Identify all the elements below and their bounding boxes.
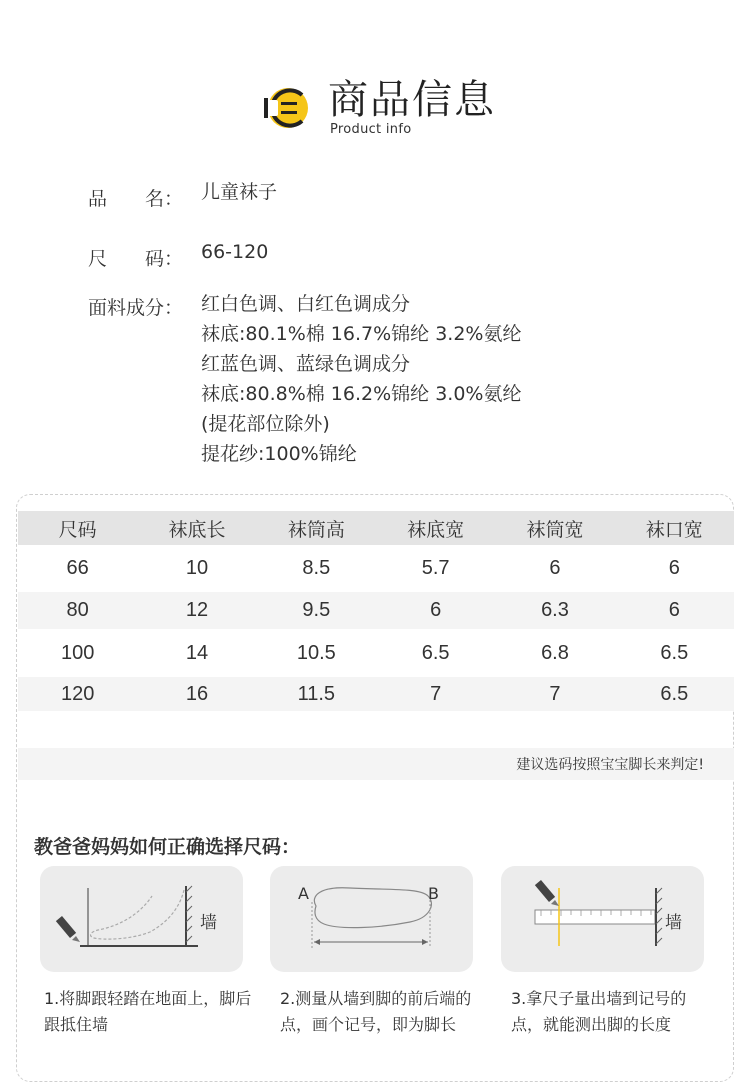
table-cell: 120: [60, 682, 95, 705]
table-cell: 6.3: [541, 599, 569, 621]
header-cell: 袜底宽: [407, 518, 465, 541]
table-cell: 6: [430, 599, 442, 621]
table-cell: 66: [66, 557, 89, 579]
table-cell: 100: [60, 641, 95, 664]
point-b-label: B: [428, 884, 439, 903]
info-value-material: 红白色调、白红色调成分 袜底:80.1%棉 16.7%锦纶 3.2%氨纶 红蓝色调、蓝绿色调成分 袜底:80.8%棉 16.2%锦纶 3.0%氨纶 (提花部位除外) 提花纱:100%锦纶: [201, 293, 522, 465]
header-cell: 尺码: [58, 518, 97, 541]
table-cell: 10.5: [296, 641, 336, 664]
table-cell: 9.5: [302, 599, 331, 621]
table-cell: 80: [66, 599, 89, 621]
info-value-name: 儿童袜子: [201, 181, 278, 203]
pencil-icon: [535, 880, 559, 906]
point-a-label: A: [298, 884, 309, 903]
table-cell: 8.5: [302, 557, 331, 579]
header-cell: 袜底长: [168, 518, 226, 541]
info-label-name: 品 名：: [88, 188, 184, 210]
info-value-size: 66-120: [201, 241, 269, 263]
table-cell: 6: [668, 557, 680, 579]
guide-step-3: 3.拿尺子量出墙到记号的点，就能测出脚的长度: [511, 989, 687, 1034]
pencil-icon: [56, 916, 80, 942]
table-cell: 6.8: [541, 641, 569, 664]
wall-label: 墙: [665, 913, 682, 933]
header-cell: 袜口宽: [645, 518, 703, 541]
wall-label: 墙: [200, 913, 217, 933]
table-header: [18, 511, 734, 545]
info-label-material: 面料成分：: [88, 297, 184, 319]
document-icon: [262, 86, 314, 130]
table-cell: 6: [668, 599, 680, 621]
info-label-size: 尺 码：: [88, 248, 184, 270]
header-cell: 袜筒宽: [526, 518, 584, 541]
table-cell: 7: [549, 682, 561, 705]
table-row: [18, 677, 734, 711]
table-cell: 11.5: [297, 682, 336, 705]
size-note-bar: [18, 748, 734, 780]
size-table: [18, 511, 734, 711]
size-note: 建议选码按照宝宝脚长来判定!: [516, 757, 704, 773]
table-row: [18, 592, 734, 629]
table-cell: 5.7: [421, 557, 450, 579]
table-cell: 16: [185, 682, 209, 705]
guide-card-3: [501, 866, 704, 972]
page-subtitle: Product info: [330, 122, 412, 137]
page-title: 商品信息: [328, 77, 496, 123]
header-cell: 袜筒高: [287, 518, 345, 541]
table-cell: 10: [185, 557, 209, 579]
table-cell: 14: [185, 641, 209, 664]
guide-step-2: 2.测量从墙到脚的前后端的点，画个记号，即为脚长: [280, 989, 472, 1034]
table-cell: 6.5: [660, 641, 689, 664]
guide-card-1: [40, 866, 243, 972]
table-cell: 7: [430, 682, 442, 705]
guide-step-1: 1.将脚跟轻踏在地面上，脚后跟抵住墙: [44, 989, 252, 1034]
foot-length-illustration: [270, 866, 473, 972]
table-cell: 12: [185, 599, 209, 621]
table-cell: 6: [549, 557, 561, 579]
table-cell: 6.5: [660, 682, 689, 705]
table-row: [18, 545, 734, 592]
table-row: [18, 629, 734, 677]
section-header: [262, 72, 522, 142]
guide-title: 教爸爸妈妈如何正确选择尺码：: [34, 836, 301, 858]
guide-card-2: [270, 866, 473, 972]
table-cell: 6.5: [421, 641, 450, 664]
